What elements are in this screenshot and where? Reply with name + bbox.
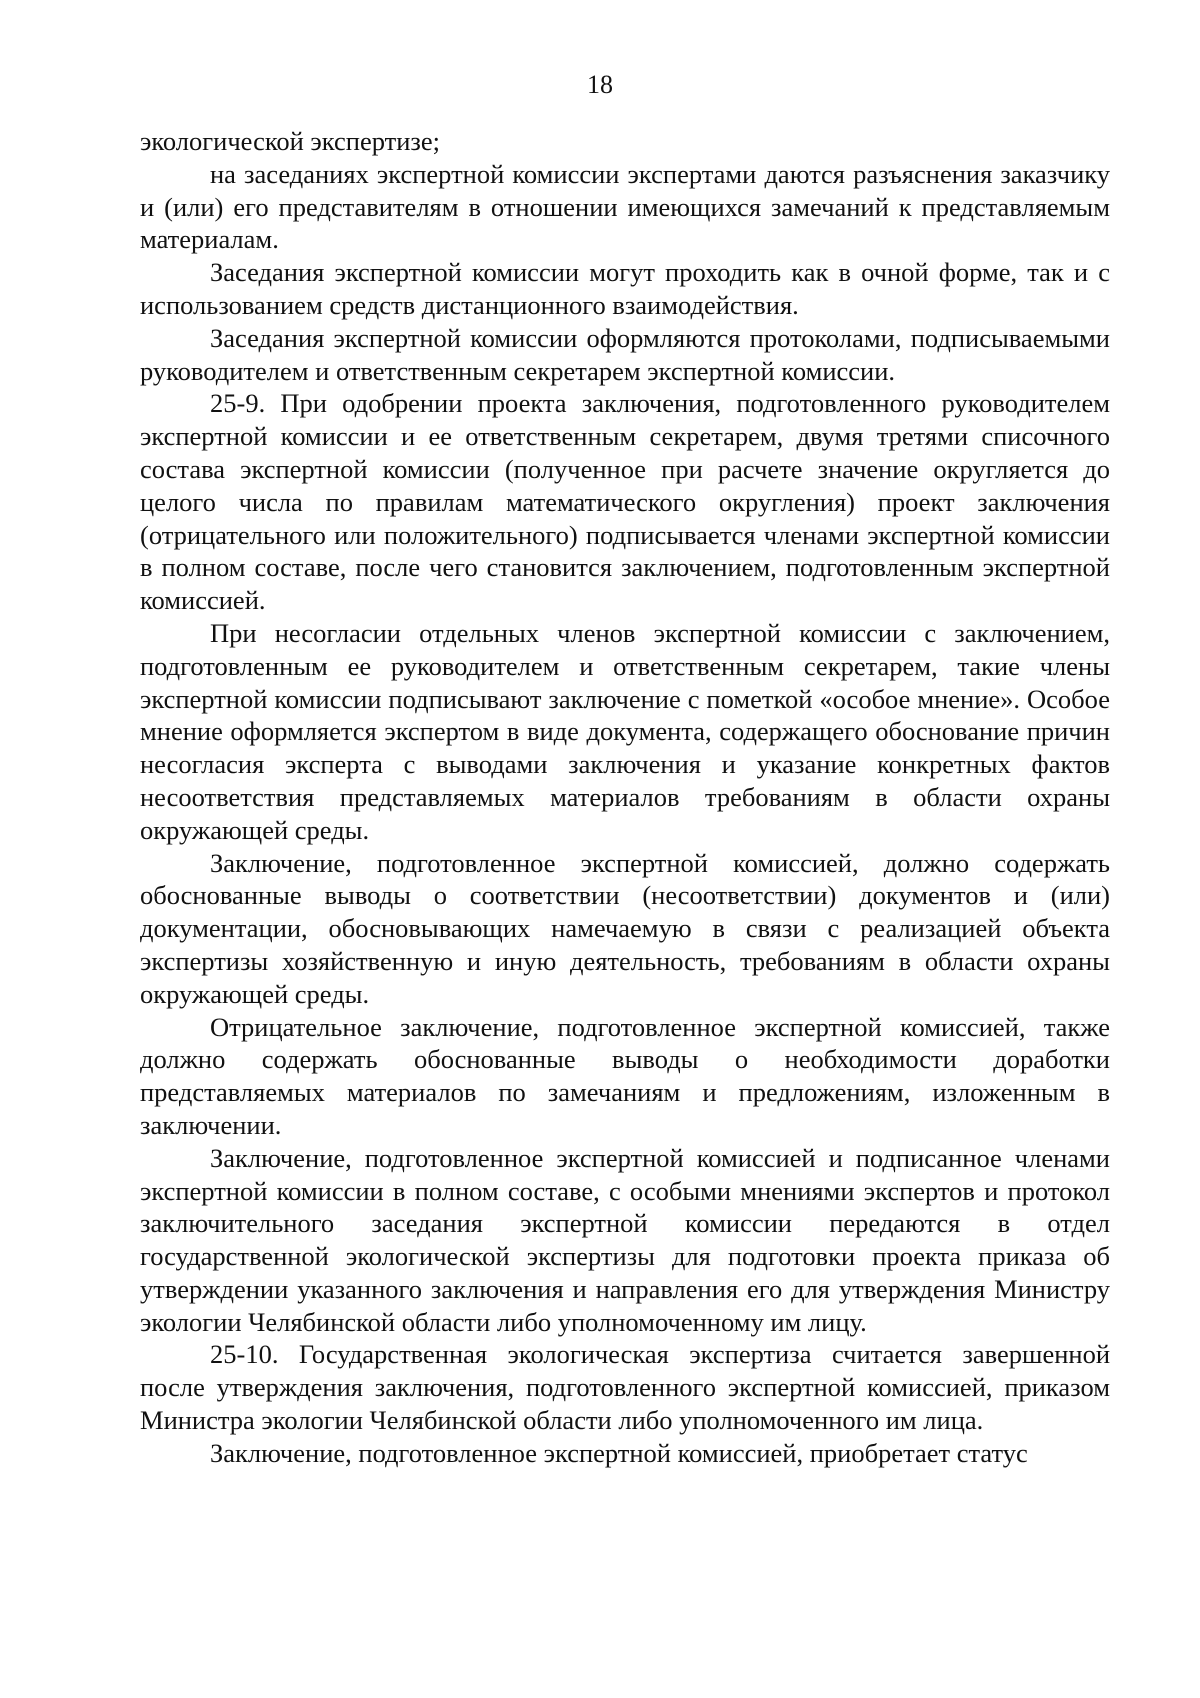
- paragraph: 25-10. Государственная экологическая экспертиза считается завершенной после утверждения заключения, подготовленного экспертной комиссией, приказом Министра экологии Челябинской области либо уполномоченного им лица.: [140, 1339, 1110, 1436]
- paragraph: Заседания экспертной комиссии могут проходить как в очной форме, так и с использованием средств дистанционного взаимодействия.: [140, 257, 1110, 320]
- paragraph: Заседания экспертной комиссии оформляются протоколами, подписываемыми руководителем и ответственным секретарем экспертной комиссии.: [140, 322, 1110, 386]
- paragraph: Заключение, подготовленное экспертной комиссией, должно содержать обоснованные выводы о соответствии (несоответствии) документов и (или) документации, обосновывающих намечаемую в связи с реализацией объекта экспертизы хозяйственную и иную деятельность, требованиям в области охраны окружающей среды.: [140, 847, 1110, 1009]
- paragraph: Заключение, подготовленное экспертной комиссией и подписанное членами экспертной комиссии в полном составе, с особыми мнениями экспертов и протокол заключительного заседания экспертной комиссии передаются в отдел государственной экологической экспертизы для подготовки проекта приказа об утверждении указанного заключения и направления его для утверждения Министру экологии Челябинской области либо уполномоченному им лицу.: [140, 1142, 1110, 1337]
- document-body: [140, 125, 1110, 1470]
- paragraph: 25-9. При одобрении проекта заключения, подготовленного руководителем экспертной комиссии и ее ответственным секретарем, двумя третями списочного состава экспертной комиссии (полученное при расчете значение округляется до целого числа по правилам математического округления) проект заключения (отрицательного или положительного) подписывается членами экспертной комиссии в полном составе, после чего становится заключением, подготовленным экспертной комиссией.: [140, 388, 1110, 616]
- paragraph-last-line: Заключение, подготовленное экспертной комиссией, приобретает статус: [210, 1437, 1028, 1468]
- paragraph: экологической экспертизе;: [140, 126, 440, 156]
- paragraph: на заседаниях экспертной комиссии экспертами даются разъяснения заказчику и (или) его представителям в отношении имеющихся замечаний к представляемым материалам.: [140, 158, 1110, 255]
- paragraph: При несогласии отдельных членов экспертной комиссии с заключением, подготовленным ее руководителем и ответственным секретарем, такие члены экспертной комиссии подписывают заключение с пометкой «особое мнение». Особое мнение оформляется экспертом в виде документа, содержащего обоснование причин несогласия эксперта с выводами заключения и указание конкретных фактов несоответствия представляемых материалов требованиям в области охраны окружающей среды.: [140, 617, 1110, 845]
- paragraph: Отрицательное заключение, подготовленное экспертной комиссией, также должно содержать обоснованные выводы о необходимости доработки представляемых материалов по замечаниям и предложениям, изложенным в заключении.: [140, 1011, 1110, 1140]
- page-number: 18: [587, 70, 613, 99]
